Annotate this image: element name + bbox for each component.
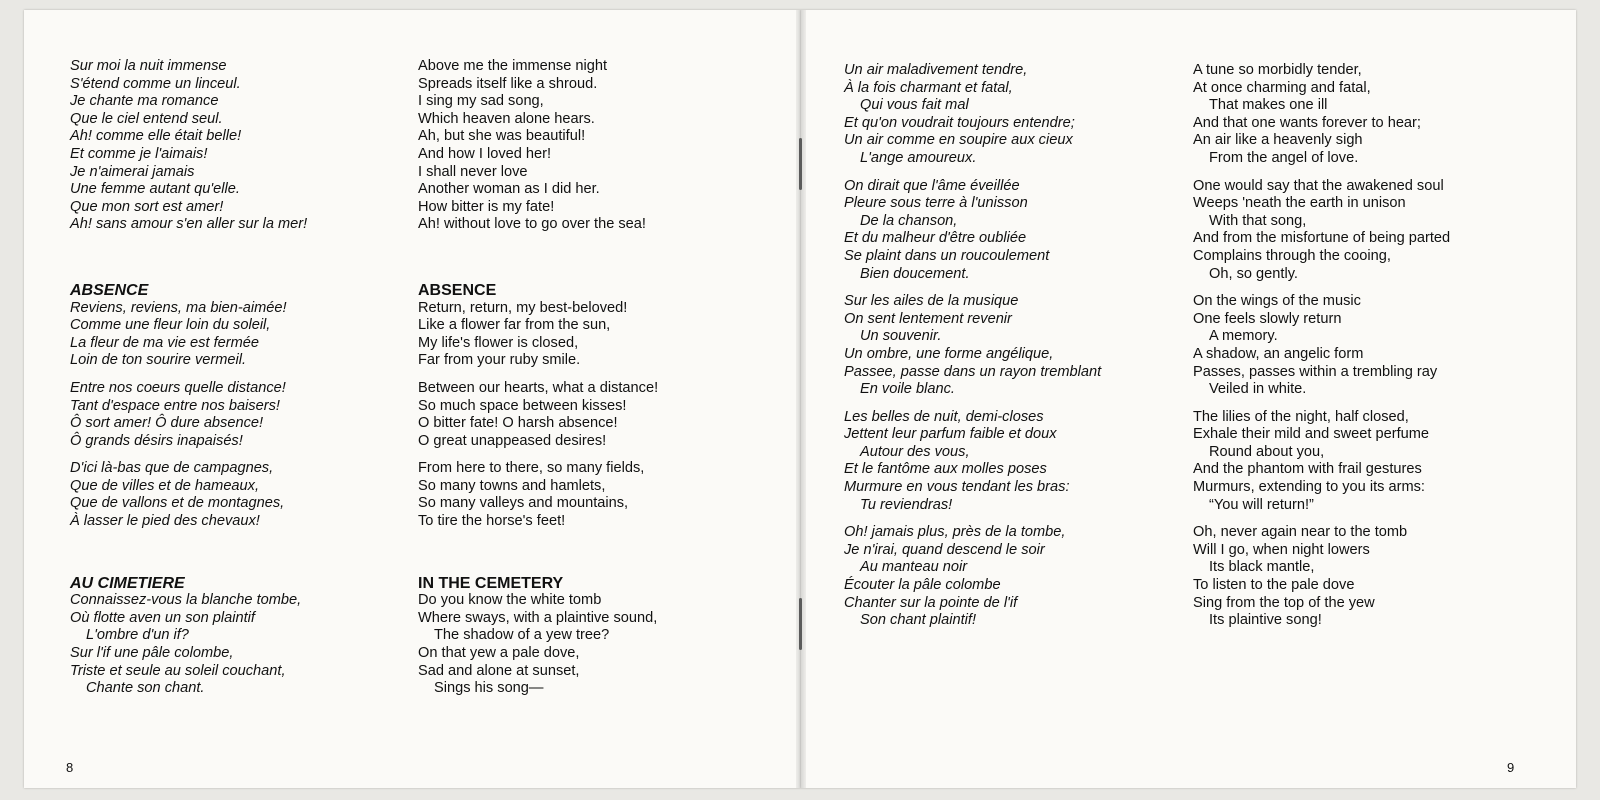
verse-line: Do you know the white tomb (418, 592, 602, 609)
verse-line: Murmurs, extending to you its arms: (1193, 479, 1425, 496)
stanza-gap (844, 399, 1101, 409)
left-french-column (70, 58, 307, 698)
verse-line: And how I loved her! (418, 145, 552, 162)
verse-line: From here to there, so many fields, (418, 460, 645, 477)
stanza-gap (844, 168, 1101, 178)
stanza-gap (1193, 399, 1450, 409)
verse-line: A shadow, an angelic form (1193, 345, 1364, 362)
verse-line: Ô sort amer! Ô dure absence! (70, 415, 264, 432)
verse-line: So many valleys and mountains, (418, 495, 629, 512)
verse-line: Ô grands désirs inapaisés! (70, 432, 243, 449)
verse-line: Veiled in white. (1209, 381, 1307, 398)
verse-line: Triste et seule au soleil couchant, (70, 662, 286, 679)
stanza-gap (844, 514, 1101, 524)
poem-heading: ABSENCE (418, 281, 497, 299)
verse-line: The shadow of a yew tree? (434, 627, 610, 644)
stanza-gap (1193, 283, 1450, 293)
stanza-gap (1193, 514, 1450, 524)
verse-line: Je n'aimerai jamais (70, 163, 195, 180)
verse-line: Que de villes et de hameaux, (70, 477, 260, 494)
verse-line: And the phantom with frail gestures (1193, 461, 1422, 478)
verse-line: On sent lentement revenir (844, 310, 1012, 327)
stanza-gap (844, 283, 1101, 293)
verse-line: My life's flower is closed, (418, 334, 579, 351)
book-spine (796, 10, 806, 788)
verse-line: Sad and alone at sunset, (418, 662, 580, 679)
verse-line: Will I go, when night lowers (1193, 541, 1370, 558)
stanza-gap (70, 531, 307, 575)
verse-line: Que le ciel entend seul. (70, 110, 223, 127)
verse-line: Oh, so gently. (1209, 265, 1298, 282)
verse-line: L'ombre d'un if? (86, 627, 189, 644)
verse-line: Chante son chant. (86, 680, 205, 697)
verse-line: Les belles de nuit, demi-closes (844, 408, 1044, 425)
verse-line: On that yew a pale dove, (418, 645, 580, 662)
stanza-gap (418, 234, 658, 282)
page-number-right: 9 (1507, 760, 1515, 775)
verse-line: Weeps 'neath the earth in unison (1193, 195, 1406, 212)
verse-line: I shall never love (418, 163, 528, 180)
stanza-gap (418, 370, 658, 380)
verse-line: On dirait que l'âme éveillée (844, 177, 1020, 194)
verse-line: That makes one ill (1209, 97, 1328, 114)
verse-line: Un ombre, une forme angélique, (844, 345, 1054, 362)
verse-line: Murmure en vous tendant les bras: (844, 479, 1070, 496)
verse-line: Écouter la pâle colombe (844, 577, 1001, 594)
verse-line: Exhale their mild and sweet perfume (1193, 426, 1430, 443)
verse-line: Et du malheur d'être oubliée (844, 230, 1027, 247)
verse-line: Un air comme en soupire aux cieux (844, 132, 1073, 149)
verse-line: Jettent leur parfum faible et doux (844, 426, 1057, 443)
verse-line: D'ici là-bas que de campagnes, (70, 460, 274, 477)
verse-line: De la chanson, (860, 212, 958, 229)
verse-line: Like a flower far from the sun, (418, 317, 611, 334)
verse-line: Qui vous fait mal (860, 97, 969, 114)
verse-line: Which heaven alone hears. (418, 110, 595, 127)
verse-line: Comme une fleur loin du soleil, (70, 317, 271, 334)
verse-line: Tant d'espace entre nos baisers! (70, 397, 280, 414)
verse-line: Reviens, reviens, ma bien-aimée! (70, 299, 287, 316)
verse-line: From the angel of love. (1209, 149, 1359, 166)
verse-line: Loin de ton sourire vermeil. (70, 352, 247, 369)
verse-line: Its plaintive song! (1209, 612, 1322, 629)
verse-line: Passes, passes within a trembling ray (1193, 363, 1438, 380)
left-english-column (418, 58, 658, 698)
verse-line: “You will return!” (1209, 496, 1314, 513)
page-number-left: 8 (66, 760, 74, 775)
verse-line: Return, return, my best-beloved! (418, 299, 628, 316)
verse-line: Autour des vous, (860, 443, 970, 460)
verse-line: So many towns and hamlets, (418, 477, 606, 494)
verse-line: Ah! comme elle était belle! (70, 128, 242, 145)
verse-line: Bien doucement. (860, 265, 970, 282)
verse-line: Au manteau noir (860, 559, 968, 576)
verse-line: Je n'irai, quand descend le soir (844, 541, 1045, 558)
verse-line: At once charming and fatal, (1193, 79, 1371, 96)
verse-line: Above me the immense night (418, 58, 608, 74)
verse-line: A memory. (1209, 328, 1278, 345)
verse-line: On the wings of the music (1193, 293, 1361, 310)
verse-line: Un souvenir. (860, 328, 942, 345)
stanza-gap (418, 531, 658, 575)
verse-line: À la fois charmant et fatal, (844, 79, 1013, 96)
verse-line: And that one wants forever to hear; (1193, 114, 1421, 131)
verse-line: Far from your ruby smile. (418, 352, 581, 369)
verse-line: So much space between kisses! (418, 397, 627, 414)
verse-line: And from the misfortune of being parted (1193, 230, 1451, 247)
verse-line: Et comme je l'aimais! (70, 145, 208, 162)
stanza-gap (70, 450, 307, 460)
verse-line: Sur moi la nuit immense (70, 58, 227, 74)
verse-line: One would say that the awakened soul (1193, 177, 1444, 194)
verse-line: Sur l'if une pâle colombe, (70, 645, 234, 662)
verse-line: Another woman as I did her. (418, 181, 600, 198)
stanza-gap (70, 370, 307, 380)
verse-line: With that song, (1209, 212, 1307, 229)
verse-line: Son chant plaintif! (860, 612, 977, 629)
verse-line: Where sways, with a plaintive sound, (418, 609, 658, 626)
poem-heading: ABSENCE (70, 281, 149, 299)
staple-top (799, 138, 802, 190)
verse-line: Un air maladivement tendre, (844, 62, 1028, 78)
verse-line: Round about you, (1209, 443, 1325, 460)
verse-line: Complains through the cooing, (1193, 247, 1391, 264)
verse-line: Passee, passe dans un rayon tremblant (844, 363, 1102, 380)
verse-line: Oh, never again near to the tomb (1193, 524, 1408, 541)
poem-heading: IN THE CEMETERY (418, 574, 564, 592)
verse-line: Entre nos coeurs quelle distance! (70, 379, 286, 396)
verse-line: Spreads itself like a shroud. (418, 75, 598, 92)
verse-line: Une femme autant qu'elle. (70, 181, 240, 198)
verse-line: Sing from the top of the yew (1193, 594, 1375, 611)
verse-line: Its black mantle, (1209, 559, 1315, 576)
verse-line: One feels slowly return (1193, 310, 1342, 327)
stanza-gap (418, 450, 658, 460)
verse-line: Je chante ma romance (70, 93, 219, 110)
right-french-column (844, 62, 1101, 630)
verse-line: Tu reviendras! (860, 496, 953, 513)
verse-line: Chanter sur la pointe de l'if (844, 594, 1018, 611)
verse-line: To tire the horse's feet! (418, 513, 566, 530)
stanza-gap (1193, 168, 1450, 178)
verse-line: To listen to the pale dove (1193, 577, 1355, 594)
verse-line: Sings his song— (434, 680, 544, 697)
verse-line: Où flotte aven un son plaintif (70, 609, 255, 626)
verse-line: L'ange amoureux. (860, 149, 977, 166)
verse-line: Sur les ailes de la musique (844, 293, 1019, 310)
verse-line: I sing my sad song, (418, 93, 544, 110)
verse-line: À lasser le pied des chevaux! (70, 513, 260, 530)
verse-line: La fleur de ma vie est fermée (70, 334, 259, 351)
verse-line: The lilies of the night, half closed, (1193, 408, 1409, 425)
verse-line: Pleure sous terre à l'unisson (844, 195, 1028, 212)
staple-bottom (799, 598, 802, 650)
verse-line: A tune so morbidly tender, (1193, 62, 1362, 78)
poem-heading: AU CIMETIERE (70, 574, 185, 592)
verse-line: S'étend comme un linceul. (70, 75, 241, 92)
verse-line: Se plaint dans un roucoulement (844, 247, 1050, 264)
verse-line: Connaissez-vous la blanche tombe, (70, 592, 302, 609)
verse-line: Que mon sort est amer! (70, 198, 224, 215)
stanza-gap (70, 234, 307, 282)
verse-line: O bitter fate! O harsh absence! (418, 415, 618, 432)
verse-line: An air like a heavenly sigh (1193, 132, 1363, 149)
verse-line: Between our hearts, what a distance! (418, 379, 659, 396)
right-english-column (1193, 62, 1450, 630)
verse-line: Et qu'on voudrait toujours entendre; (844, 114, 1075, 131)
verse-line: Et le fantôme aux molles poses (844, 461, 1047, 478)
verse-line: Que de vallons et de montagnes, (70, 495, 285, 512)
verse-line: Oh! jamais plus, près de la tombe, (844, 524, 1066, 541)
verse-line: Ah! without love to go over the sea! (418, 216, 646, 233)
verse-line: En voile blanc. (860, 381, 955, 398)
verse-line: How bitter is my fate! (418, 198, 555, 215)
verse-line: O great unappeased desires! (418, 432, 607, 449)
verse-line: Ah! sans amour s'en aller sur la mer! (70, 216, 308, 233)
verse-line: Ah, but she was beautiful! (418, 128, 586, 145)
